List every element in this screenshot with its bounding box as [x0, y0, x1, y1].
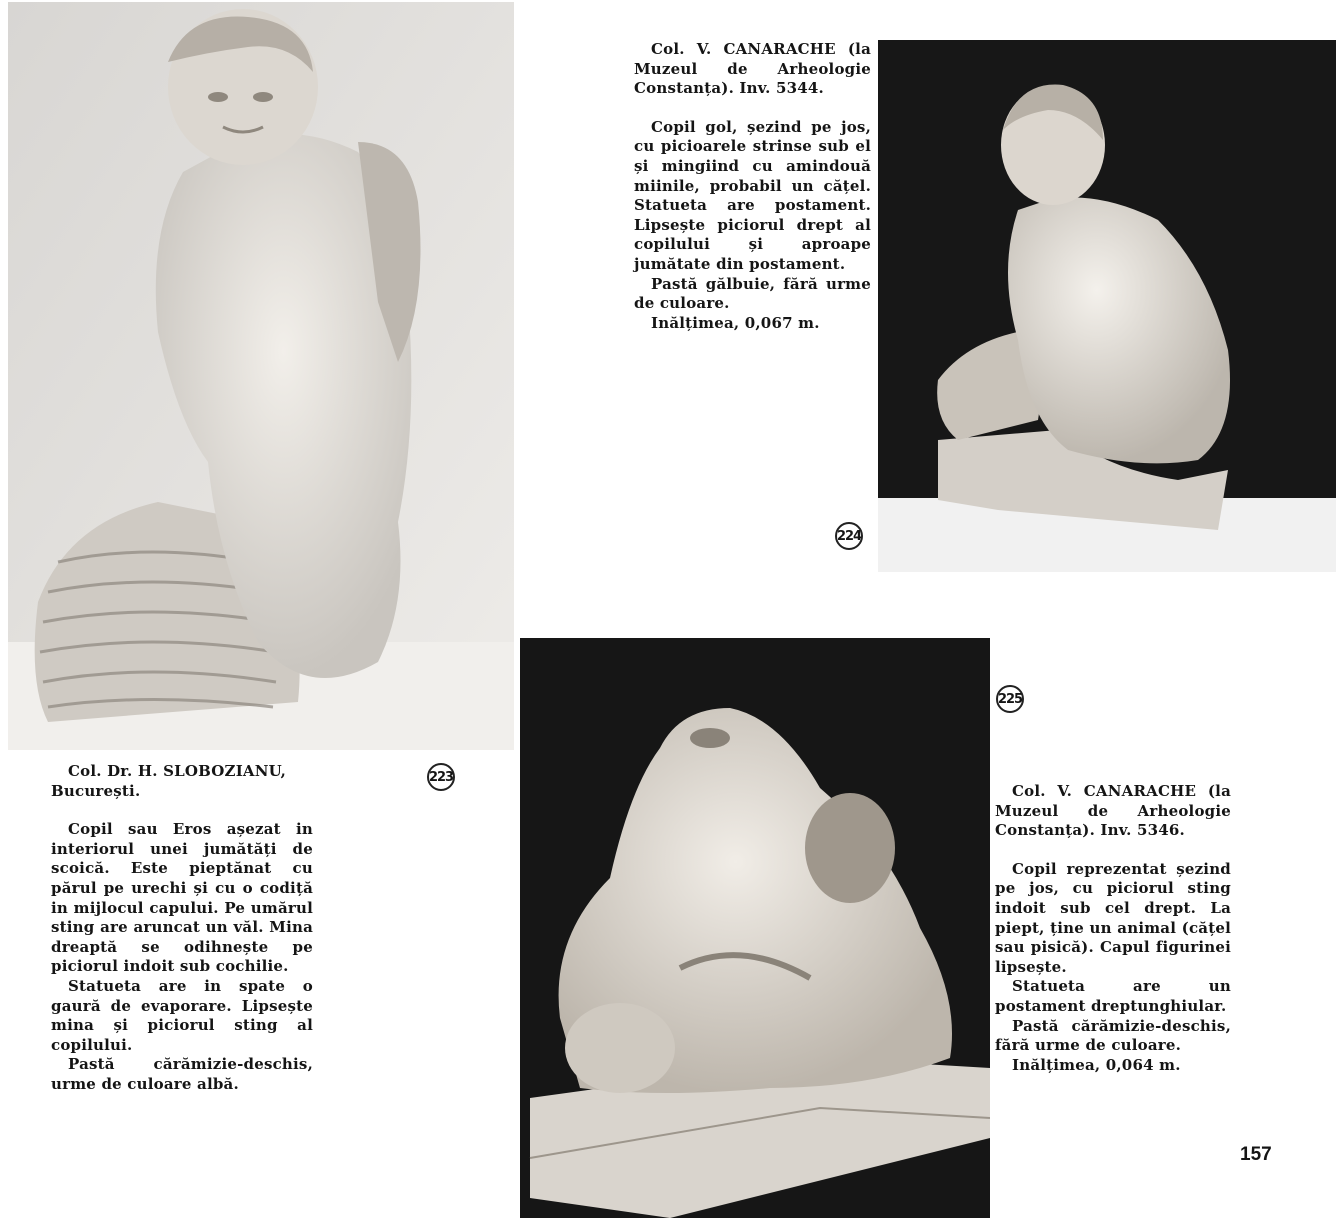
- caption-paragraph: Inălțimea, 0,064 m.: [1012, 1055, 1181, 1074]
- figure-225-photo: [520, 638, 990, 1218]
- figure-225-caption: [995, 782, 1231, 1075]
- caption-paragraph: Copil sau Eros așezat in interiorul unei jumătăți de scoică. Este pieptănat cu părul pe urechi și cu o codiță in mijlocul capului. Pe umărul sting are aruncat un văl. Mina dreaptă se odihnește pe piciorul indoit sub cochilie.: [51, 820, 313, 976]
- caption-heading: Col. V. CANARACHE (la Muzeul de Arheologie Constanța). Inv. 5346.: [995, 782, 1231, 840]
- statuette-child-with-animal-image: [520, 638, 990, 1218]
- figure-223-photo: [8, 2, 514, 750]
- caption-paragraph: Pastă cărămizie-deschis, fără urme de culoare.: [995, 1016, 1231, 1055]
- caption-heading-line: Col. Dr. H. SLOBOZIANU,: [68, 762, 286, 780]
- caption-heading-line: București.: [51, 781, 141, 800]
- caption-paragraph: Pastă gălbuie, fără urme de culoare.: [634, 274, 871, 313]
- figure-number-225: 225: [996, 685, 1024, 713]
- statuette-eros-shell-image: [8, 2, 514, 750]
- figure-223-caption: [51, 762, 313, 1095]
- caption-paragraph: Copil gol, șezind pe jos, cu picioarele strinse sub el și mingiind cu amindouă miinile, probabil un cățel. Statueta are postament. Lipsește piciorul drept al copilului și aproape jumătate din postament.: [634, 117, 871, 273]
- caption-paragraph: Copil reprezentat șezind pe jos, cu piciorul sting indoit sub cel drept. La piept, ține un animal (cățel sau pisică). Capul figurinei lipsește.: [995, 859, 1231, 976]
- figure-224-photo: [878, 40, 1336, 572]
- figure-224-caption: [634, 40, 871, 333]
- caption-paragraph: Statueta are in spate o gaură de evaporare. Lipsește mina și piciorul sting al copilului.: [51, 976, 313, 1054]
- figure-number-224: 224: [835, 522, 863, 550]
- caption-heading: Col. V. CANARACHE (la Muzeul de Arheologie Constanța). Inv. 5344.: [634, 40, 871, 98]
- statuette-seated-child-image: [878, 40, 1336, 572]
- caption-paragraph: Pastă cărămizie-deschis, urme de culoare albă.: [51, 1055, 313, 1093]
- caption-paragraph: Statueta are un postament dreptunghiular.: [995, 977, 1231, 1015]
- figure-number-223: 223: [427, 763, 455, 791]
- caption-paragraph: Inălțimea, 0,067 m.: [651, 313, 820, 332]
- page-number: 157: [1240, 1144, 1272, 1165]
